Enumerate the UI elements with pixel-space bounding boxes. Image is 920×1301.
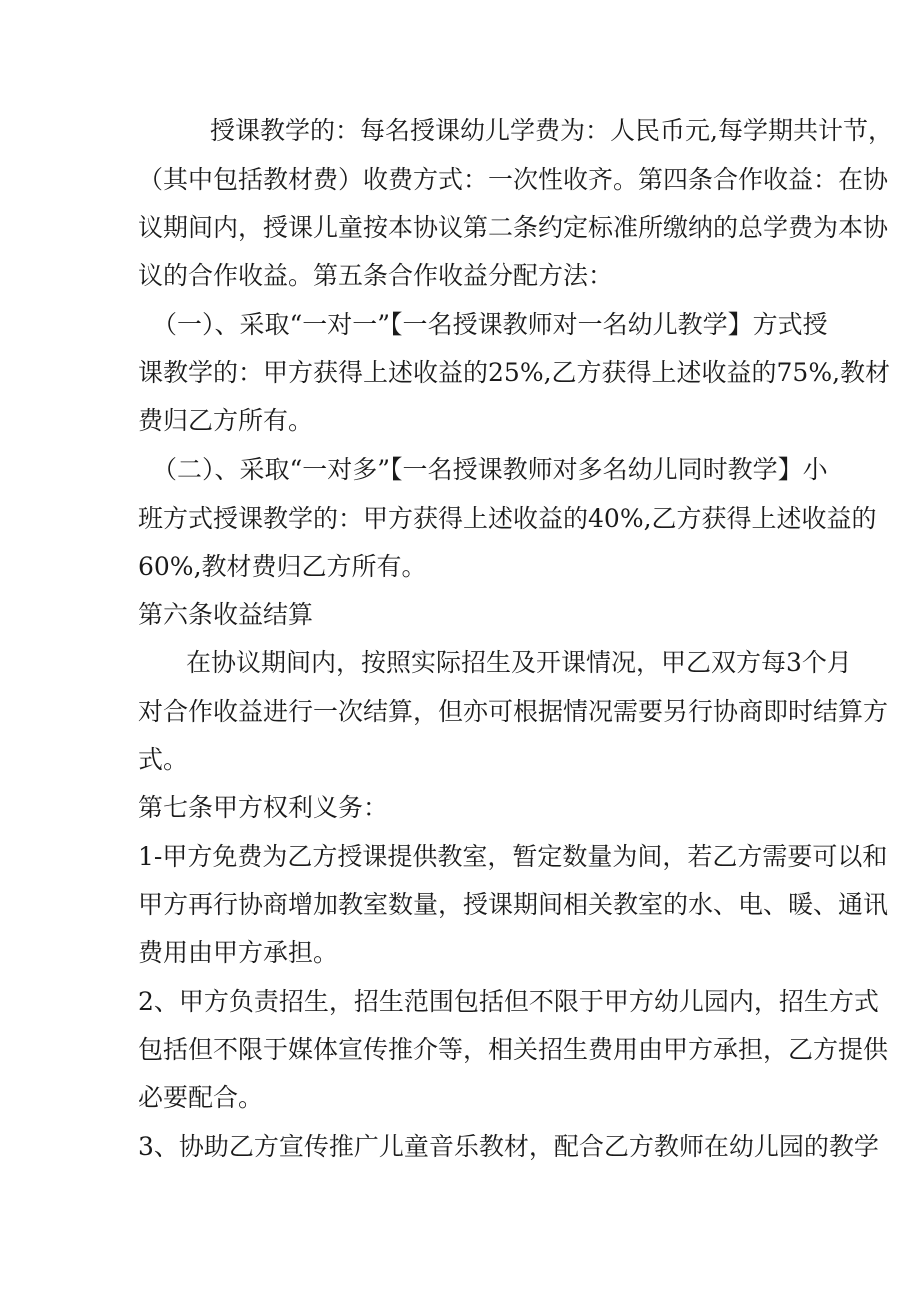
text-line: 议的合作收益。第五条合作收益分配方法： [138,261,614,290]
text-line: 费用由甲方承担。 [138,938,339,967]
text-line: （一）、采取“一对一”【一名授课教师对一名幼儿教学】方式授 [152,310,828,339]
text-line: 在协议期间内，按照实际招生及开课情况，甲乙双方每3个月 [186,648,852,677]
text-line: 必要配合。 [138,1083,264,1112]
text-line: 课教学的：甲方获得上述收益的25%,乙方获得上述收益的75%,教材 [138,358,891,387]
text-line: 式。 [138,745,189,774]
text-line: 3、协助乙方宣传推广儿童音乐教材，配合乙方教师在幼儿园的教学 [138,1132,879,1161]
text-line: 对合作收益进行一次结算，但亦可根据情况需要另行协商即时结算方 [138,697,889,726]
text-line: 议期间内，授课儿童按本协议第二条约定标准所缴纳的总学费为本协 [138,213,889,242]
text-line: （其中包括教材费）收费方式：一次性收齐。第四条合作收益：在协 [138,165,889,194]
text-line: 包括但不限于媒体宣传推介等，相关招生费用由甲方承担，乙方提供 [138,1035,889,1064]
text-line: 1-甲方免费为乙方授课提供教室，暂定数量为间，若乙方需要可以和 [138,842,888,871]
text-line: （二）、采取“一对多”【一名授课教师对多名幼儿同时教学】小 [152,455,828,484]
text-line: 2、甲方负责招生，招生范围包括但不限于甲方幼儿园内，招生方式 [138,987,879,1016]
text-line: 60%,教材费归乙方所有。 [138,552,427,581]
text-line: 班方式授课教学的：甲方获得上述收益的40%,乙方获得上述收益的 [138,504,877,533]
text-line: 授课教学的：每名授课幼儿学费为：人民币元,每学期共计节， [210,116,893,145]
text-line: 费归乙方所有。 [138,406,314,435]
text-line: 甲方再行协商增加教室数量，授课期间相关教室的水、电、暖、通讯 [138,890,889,919]
section-heading: 第七条甲方权利义务： [138,793,389,822]
section-heading: 第六条收益结算 [138,600,314,629]
